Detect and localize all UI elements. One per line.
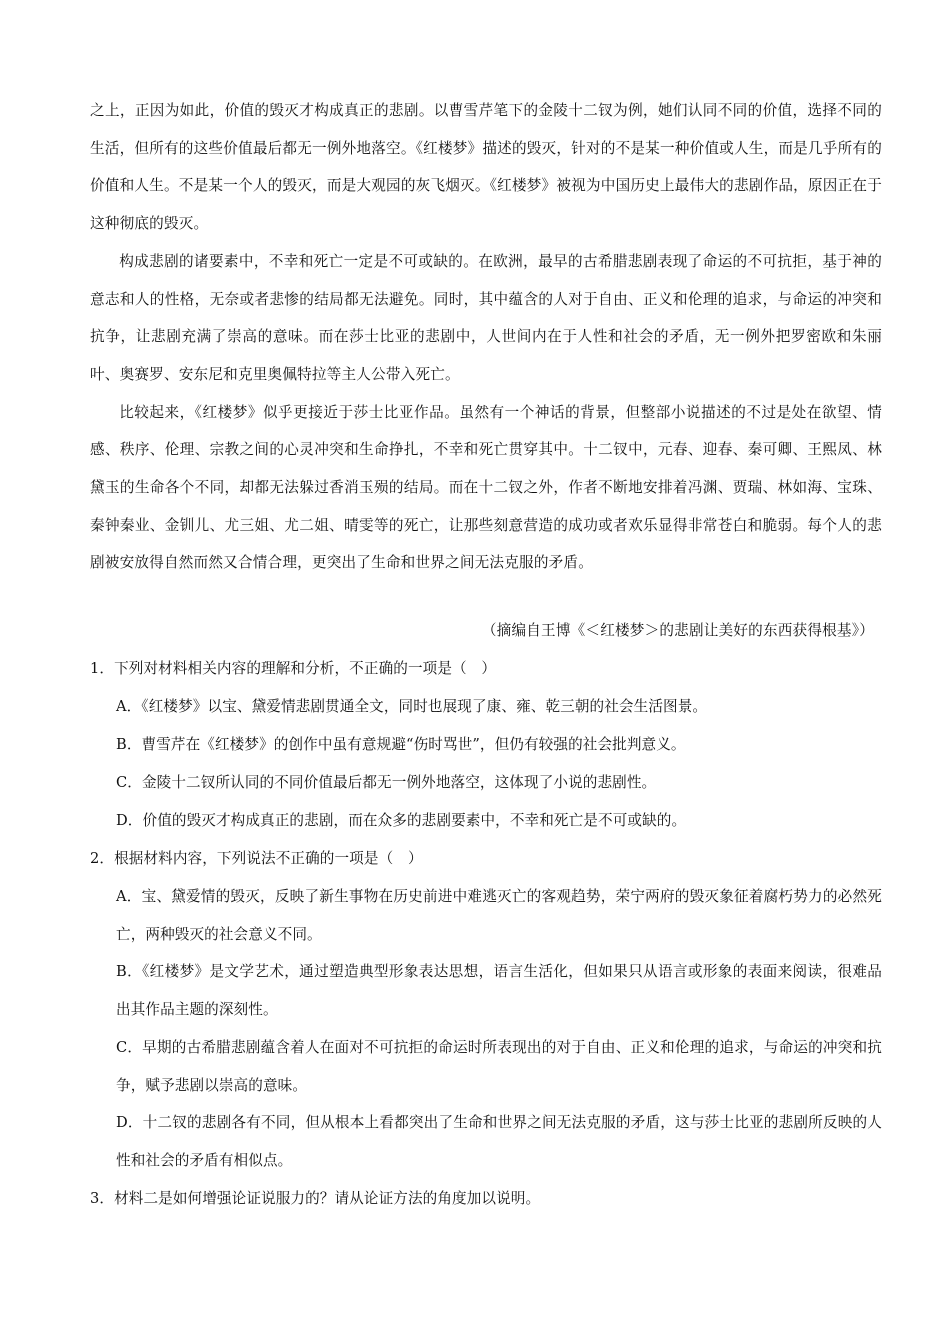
- question-stem: 1．下列对材料相关内容的理解和分析，不正确的一项是（ ）: [90, 660, 497, 677]
- option-d: D．十二钗的悲剧各有不同，但从根本上看都突出了生命和世界之间无法克服的矛盾，这与莎士比亚的悲剧所反映的人性和社会的矛盾有相似点。: [116, 1114, 882, 1169]
- option-d: D．价值的毁灭才构成真正的悲剧，而在众多的悲剧要素中，不幸和死亡是不可或缺的。: [116, 812, 687, 829]
- reading-passage: [90, 92, 882, 582]
- option-c: C．早期的古希腊悲剧蕴含着人在面对不可抗拒的命运时所表现出的对于自由、正义和伦理的追求，与命运的冲突和抗争，赋予悲剧以崇高的意味。: [116, 1038, 882, 1094]
- question-stem: 2．根据材料内容，下列说法不正确的一项是（ ）: [90, 850, 423, 867]
- option-a: A．宝、黛爱情的毁灭，反映了新生事物在历史前进中难逃灭亡的客观趋势，荣宁两府的毁灭象征着腐朽势力的必然死亡，两种毁灭的社会意义不同。: [116, 888, 882, 943]
- passage-paragraph: 构成悲剧的诸要素中，不幸和死亡一定是不可或缺的。在欧洲，最早的古希腊悲剧表现了命运的不可抗拒，基于神的意志和人的性格，无奈或者悲惨的结局都无法避免。同时，其中蕴含的人对于自由、正义和伦理的追求，与命运的冲突和抗争，让悲剧充满了崇高的意味。而在莎士比亚的悲剧中，人世间内在于人性和社会的矛盾，无一例外把罗密欧和朱丽叶、奥赛罗、安东尼和克里奥佩特拉等主人公带入死亡。: [90, 252, 882, 383]
- option-b: B．《红楼梦》是文学艺术，通过塑造典型形象表达思想，语言生活化，但如果只从语言或形象的表面来阅读，很难品出其作品主题的深刻性。: [116, 963, 882, 1019]
- option-b: B．曹雪芹在《红楼梦》的创作中虽有意规避“伤时骂世”，但仍有较强的社会批判意义。: [116, 736, 686, 753]
- question-1: [90, 650, 882, 840]
- option-c: C．金陵十二钗所认同的不同价值最后都无一例外地落空，这体现了小说的悲剧性。: [116, 774, 657, 791]
- question-list: [90, 650, 882, 1218]
- option-a: A．《红楼梦》以宝、黛爱情悲剧贯通全文，同时也展现了康、雍、乾三朝的社会生活图景。: [116, 698, 708, 715]
- question-3: [90, 1180, 882, 1218]
- question-2: [90, 840, 882, 1180]
- question-stem: 3．材料二是如何增强论证说服力的？请从论证方法的角度加以说明。: [90, 1189, 541, 1207]
- passage-paragraph: 比较起来，《红楼梦》似乎更接近于莎士比亚作品。虽然有一个神话的背景，但整部小说描述的不过是处在欲望、情感、秩序、伦理、宗教之间的心灵冲突和生命挣扎，不幸和死亡贯穿其中。十二钗中，元春、迎春、秦可卿、王熙凤、林黛玉的生命各个不同，却都无法躲过香消玉殒的结局。而在十二钗之外，作者不断地安排着冯渊、贾瑞、林如海、宝珠、秦钟秦业、金钏儿、尤三姐、尤二姐、晴雯等的死亡，让那些刻意营造的成功或者欢乐显得非常苍白和脆弱。每个人的悲剧被安放得自然而然又合情合理，更突出了生命和世界之间无法克服的矛盾。: [90, 403, 882, 572]
- source-citation: （摘编自王博《＜红楼梦＞的悲剧让美好的东西获得根基》）: [481, 622, 874, 639]
- passage-paragraph: 之上，正因为如此，价值的毁灭才构成真正的悲剧。以曹雪芹笔下的金陵十二钗为例，她们认同不同的价值，选择不同的生活，但所有的这些价值最后都无一例外地落空。《红楼梦》描述的毁灭，针对的不是某一种价值或人生，而是几乎所有的价值和人生。不是某一个人的毁灭，而是大观园的灰飞烟灭。《红楼梦》被视为中国历史上最伟大的悲剧作品，原因正在于这种彻底的毁灭。: [90, 102, 882, 233]
